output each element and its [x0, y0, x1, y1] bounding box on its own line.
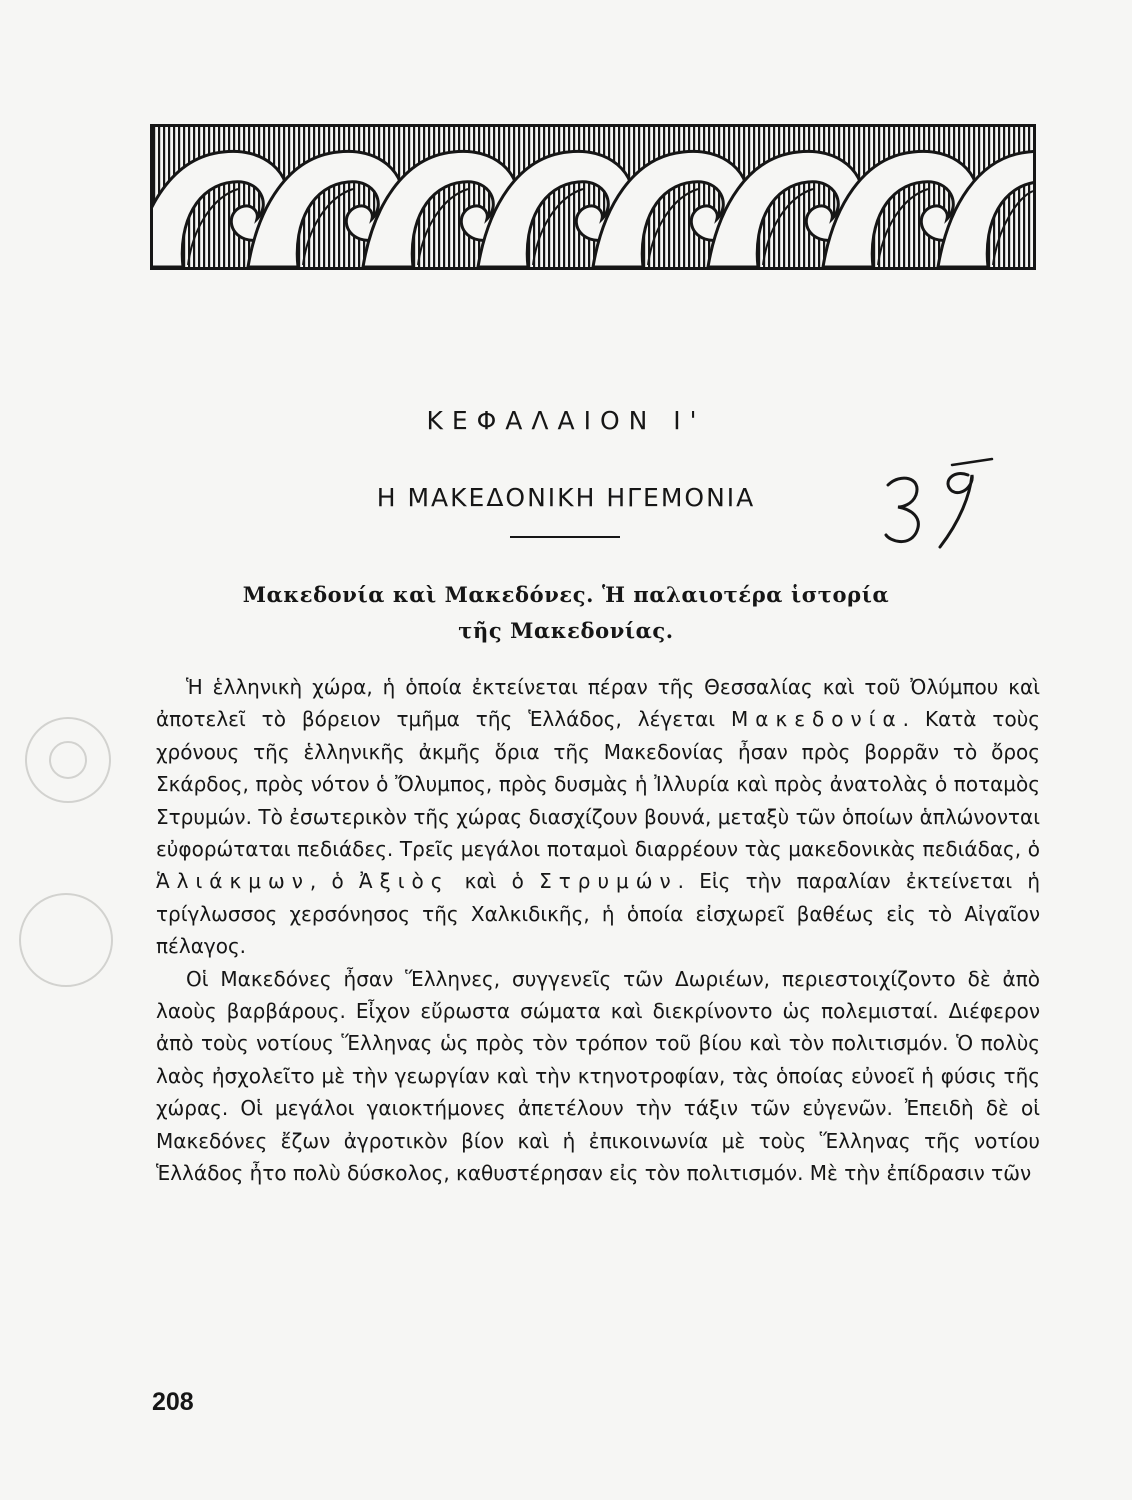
paragraph-2: Οἱ Μακεδόνες ἦσαν Ἕλληνες, συγγενεῖς τῶν Δωριέων, περιεστοιχίζοντο δὲ ἀπὸ λαοὺς βαρβάρους. Εἶχον εὔρωστα σώματα καὶ διεκρίνοντο ὡς πολεμισταί. Διέφερον ἀπὸ τοὺς νοτίους Ἕλληνας ὡς πρὸς τὸν τρόπον τοῦ βίου καὶ τὸν πολιτισμόν. Ὁ πολὺς λαὸς ἠσχολεῖτο μὲ τὴν γεωργίαν καὶ τὴν κτηνοτροφίαν, τὰς ὁποίας εὐνοεῖ ἡ φύσις τῆς χώρας. Οἱ μεγάλοι γαιοκτήμονες ἀπετέλουν τὴν τάξιν τῶν εὐγενῶν. Ἐπειδὴ δὲ οἱ Μακεδόνες ἔζων ἀγροτικὸν βίον καὶ ἡ ἐπικοινωνία μὲ τοὺς Ἕλληνας τῆς νοτίου Ἑλλάδος ἦτο πολὺ δύσκολος, καθυστέρησαν εἰς τὸν πολιτισμόν. Μὲ τὴν ἐπίδρασιν τῶν [156, 966, 1040, 1186]
spaced-term-aliakmon: Ἁλιάκμων [156, 869, 310, 894]
paragraph-1-text-c: , ὁ [309, 869, 359, 894]
section-heading-line2: τῆς Μακεδονίας. [458, 618, 674, 643]
page-number: 208 [152, 1388, 194, 1416]
margin-stamp-icon [0, 700, 130, 1100]
paragraph-1-text-e: . Εἰς τὴν παραλίαν ἐκτείνεται ἡ τρίγλωσσος χερσόνησος τῆς Χαλκιδικῆς, ἡ ὁποία εἰσχωρεῖ βαθέως εἰς τὸ Αἰγαῖον πέλαγος. [156, 869, 1041, 959]
paragraph-1-text-b: . Κατὰ τοὺς χρόνους τῆς ἑλληνικῆς ἀκμῆς ὅρια τῆς Μακεδονίας ἦσαν πρὸς βορρᾶν τὸ ὄρος Σκάρδος, πρὸς νότον ὁ Ὄλυμπος, πρὸς δυσμὰς ἡ Ἰλλυρία καὶ πρὸς ἀνατολὰς ὁ ποταμὸς Στρυμών. Τὸ ἐσωτερικὸν τῆς χώρας διασχίζουν βουνά, μεταξὺ τῶν ὁποίων ἁπλώνονται εὐφορώταται πεδιάδες. Τρεῖς μεγάλοι ποταμοὶ διαρρέουν τὰς μακεδονικὰς πεδιάδας, ὁ [156, 707, 1041, 862]
handwritten-note-icon [880, 455, 1000, 555]
wave-ornament-banner [150, 124, 1036, 270]
section-heading-line1: Μακεδονία καὶ Μακεδόνες. Ἡ παλαιοτέρα ἱστορία [242, 582, 890, 607]
body-text [156, 671, 1040, 1190]
chapter-heading: ΚΕΦΑΛΑΙΟΝ Ι' [426, 406, 706, 435]
paragraph-1 [156, 671, 1040, 963]
title-underline [510, 536, 620, 538]
paragraph-1-text-a: Ἡ ἑλληνικὴ χώρα, ἡ ὁποία ἐκτείνεται πέραν τῆς Θεσσαλίας καὶ τοῦ Ὀλύμπου καὶ ἀποτελεῖ τὸ βόρειον τμῆμα τῆς Ἑλλάδος, λέγεται [156, 675, 1040, 732]
spaced-term-axios: Ἀξιὸς [358, 869, 450, 894]
spaced-term-macedonia: Μακεδονία [731, 707, 903, 732]
paragraph-1-text-d: καὶ ὁ [449, 869, 540, 894]
chapter-title: Η ΜΑΚΕΔΟΝΙΚΗ ΗΓΕΜΟΝΙΑ [376, 483, 756, 512]
spaced-term-strymon: Στρυμών [539, 869, 678, 894]
wave-pattern-icon [153, 127, 1033, 267]
section-heading [0, 577, 1132, 649]
